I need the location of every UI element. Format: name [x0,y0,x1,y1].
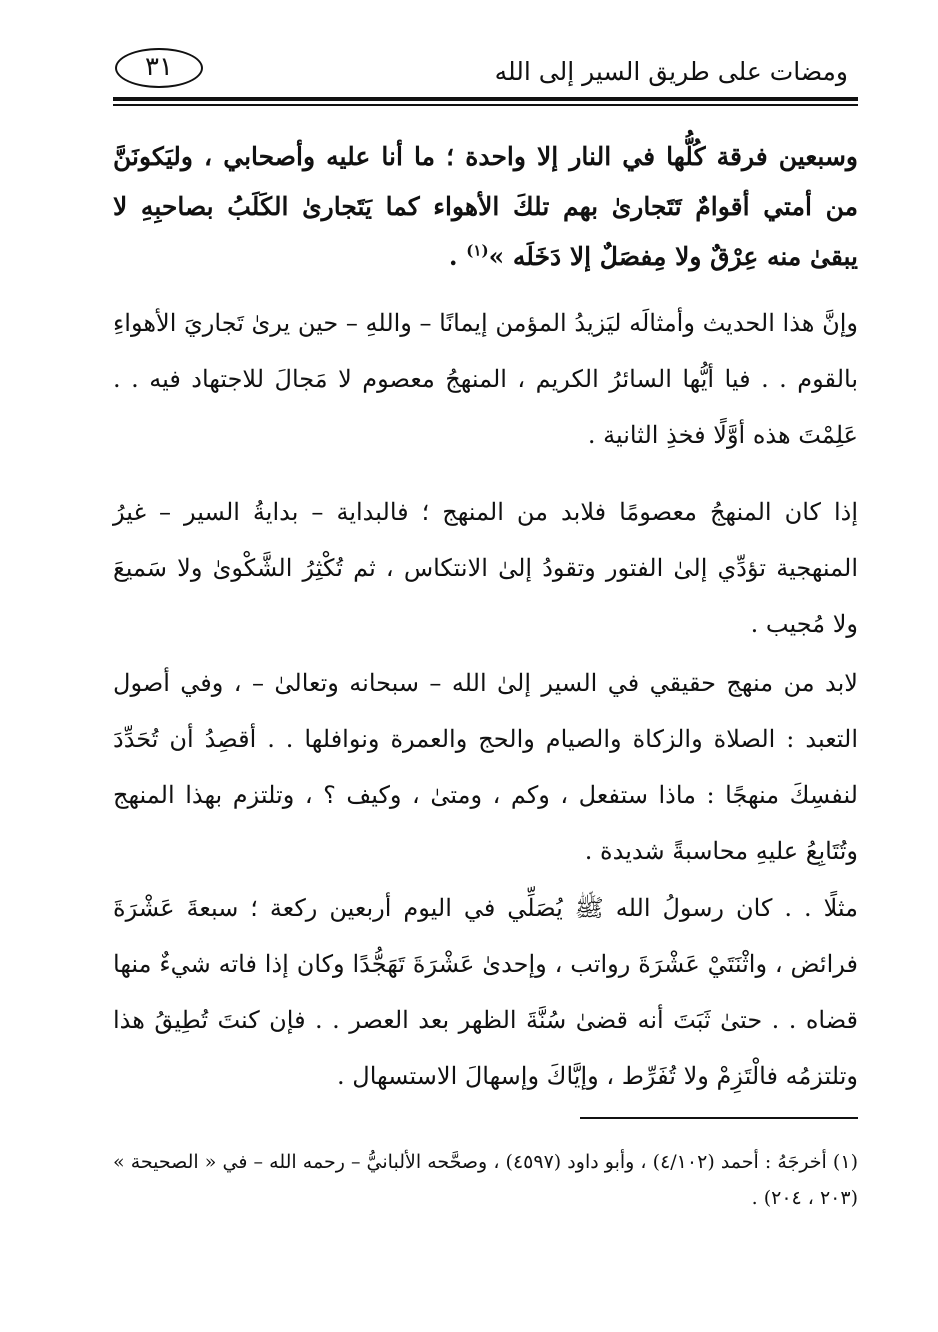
hadith-text: وسبعين فرقة كُلُّها في النار إلا واحدة ؛ ما أنا عليه وأصحابي ، وليَكونَنَّ من أمتي أقوامٌ تَتَجارىٰ بهم تلكَ الأهواء كما يَتَجارىٰ الكَلَبُ بصاحبِهِ لا يبقىٰ منه عِرْقٌ ولا مِفصَلٌ إلا دَخَلَه » [113,142,858,271]
paragraph: مثلًا . . كان رسولُ الله ﷺ يُصَلِّي في اليوم أربعين ركعة ؛ سبعةَ عَشْرَةَ فرائض ، واثْنَتَيْ عَشْرَةَ رواتب ، وإحدىٰ عَشْرَةَ تَهَجُّدًا وكان إذا فاته شيءٌ منها قضاه . . حتىٰ ثَبَتَ أنه قضىٰ سُنَّةَ الظهر بعد العصر . . فإن كنتَ تُطِيقُ هذا وتلتزمُه فالْتَزِمْ ولا تُفَرِّط ، وإيَّاكَ وإسهالَ الاستسهال . [113,894,858,1090]
header-rule-thin [113,104,858,106]
footnote-reference: (١) [466,241,489,260]
hadith-quote [113,132,858,282]
page-number: ٣١ [115,48,203,88]
header-rule-thick [113,97,858,101]
paragraph: لابد من منهج حقيقي في السير إلىٰ الله – سبحانه وتعالىٰ – ، وفي أصول التعبد : الصلاة والزكاة والصيام والحج والعمرة ونوافلها . . أقصِدُ أن تُحَدِّدَ لنفسِكَ منهجًا : ماذا ستفعل ، وكم ، ومتىٰ ، وكيف ؟ ، وتلتزم بهذا المنهج وتُتَابِعُ عليهِ محاسبةً شديدة . [113,669,858,865]
page-header [113,40,858,95]
paragraph: وإنَّ هذا الحديث وأمثالَه ليَزيدُ المؤمن إيمانًا – واللهِ – حين يرىٰ تَجاريَ الأهواءِ بالقوم . . فيا أيُّها السائرُ الكريم ، المنهجُ معصوم لا مَجالَ للاجتهاد فيه . . عَلِمْتَ هذه أوَّلًا فخذِ الثانية . [113,309,858,449]
footnote: (١) أخرجَهُ : أحمد (٤/١٠٢) ، وأبو داود (٤٥٩٧) ، وصحَّحه الألبانيُّ – رحمه الله – في « الصحيحة » (٢٠٣ ، ٢٠٤) . [113,1151,858,1209]
running-title: ومضات على طريق السير إلى الله [494,57,848,86]
hadith-end: . [448,242,467,271]
paragraph: إذا كان المنهجُ معصومًا فلابد من المنهج ؛ فالبداية – بدايةُ السير – غيرُ المنهجية تؤدِّي إلىٰ الفتور وتقودُ إلىٰ الانتكاس ، ثم تُكْثِرُ الشَّكْوىٰ ولا سَميعَ ولا مُجيب . [113,498,858,638]
footnote-separator [580,1117,858,1119]
